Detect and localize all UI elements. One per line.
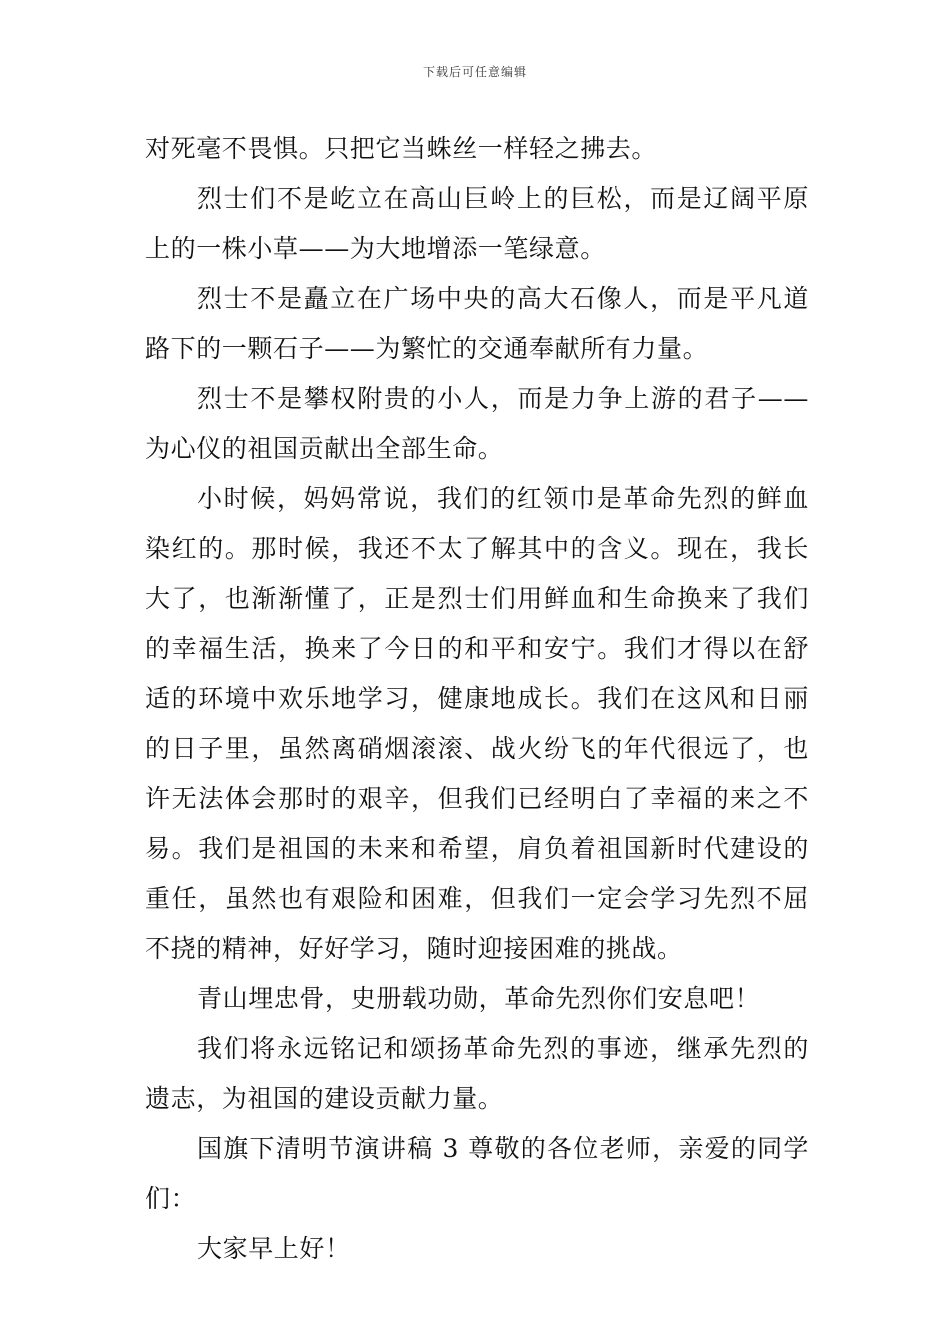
paragraph-8: 国旗下清明节演讲稿 3 尊敬的各位老师，亲爱的同学们：	[145, 1134, 809, 1213]
paragraph-7: 我们将永远铭记和颂扬革命先烈的事迹，继承先烈的遗志，为祖国的建设贡献力量。	[145, 1034, 809, 1113]
paragraph-4: 烈士不是攀权附贵的小人，而是力争上游的君子——为心仪的祖国贡献出全部生命。	[145, 384, 809, 463]
paragraph-9: 大家早上好！	[197, 1234, 351, 1263]
page-header: 下载后可任意编辑	[422, 65, 527, 79]
paragraph-5: 小时候，妈妈常说，我们的红领巾是革命先烈的鲜血染红的。那时候，我还不太了解其中的含义。现在，我长大了，也渐渐懂了，正是烈士们用鲜血和生命换来了我们的幸福生活，换来了今日的和平和安宁。我们才得以在舒适的环境中欢乐地学习，健康地成长。我们在这风和日丽的日子里，虽然离硝烟滚滚、战火纷飞的年代很远了，也许无法体会那时的艰辛，但我们已经明白了幸福的来之不易。我们是祖国的未来和希望，肩负着祖国新时代建设的重任，虽然也有艰险和困难，但我们一定会学习先烈不屈不挠的精神，好好学习，随时迎接困难的挑战。	[145, 484, 809, 963]
paragraph-6: 青山埋忠骨，史册载功勋，革命先烈你们安息吧！	[197, 984, 761, 1013]
paragraph-1: 对死毫不畏惧。只把它当蛛丝一样轻之拂去。	[145, 134, 658, 163]
paragraph-3: 烈士不是矗立在广场中央的高大石像人，而是平凡道路下的一颗石子——为繁忙的交通奉献所有力量。	[145, 284, 809, 363]
paragraph-2: 烈士们不是屹立在高山巨岭上的巨松，而是辽阔平原上的一株小草——为大地增添一笔绿意。	[145, 184, 809, 263]
document-body	[145, 124, 809, 1274]
